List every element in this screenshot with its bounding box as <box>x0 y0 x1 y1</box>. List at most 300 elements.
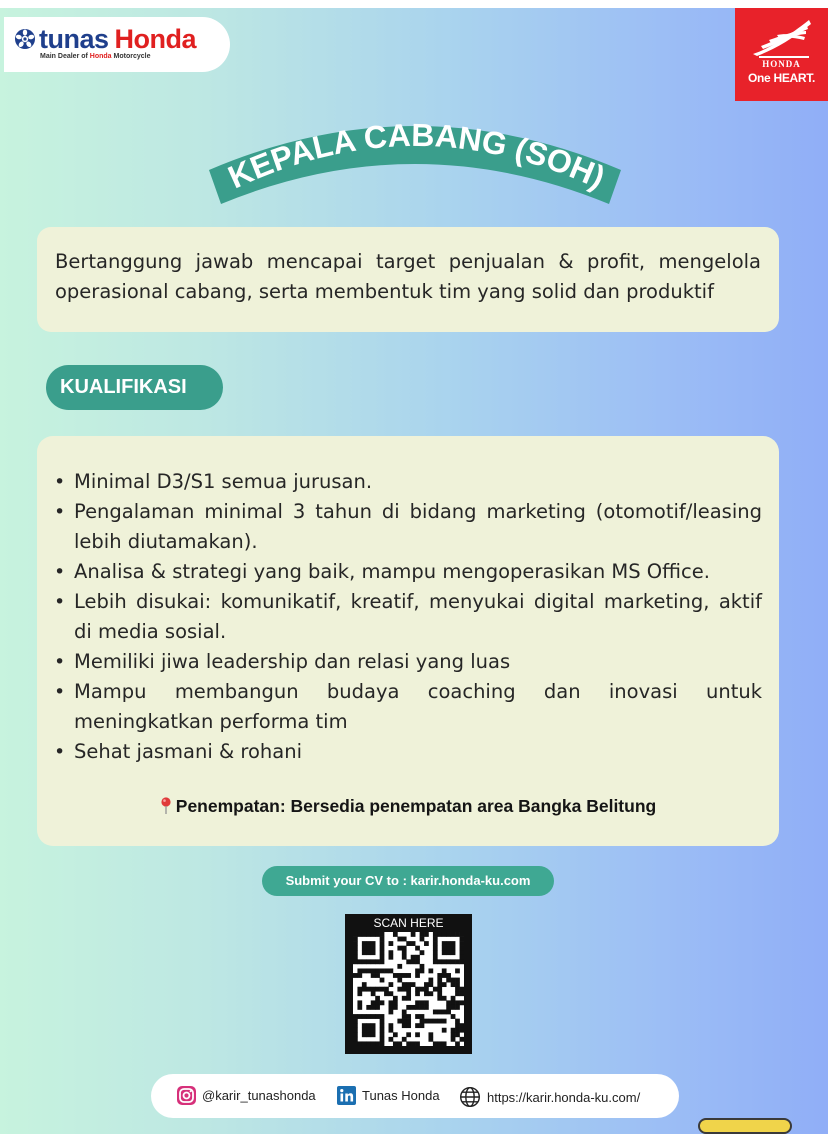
qr-module <box>442 1041 447 1046</box>
qr-module <box>420 964 425 969</box>
qr-module <box>437 1010 442 1015</box>
qr-module <box>451 946 456 951</box>
qr-module <box>446 1000 451 1005</box>
qr-module <box>415 987 420 992</box>
instagram-icon <box>177 1086 196 1105</box>
pin-icon <box>160 797 172 814</box>
qr-module <box>357 968 362 973</box>
qr-module <box>455 1023 460 1028</box>
qr-module <box>451 978 456 983</box>
qr-module <box>451 1000 456 1005</box>
qr-module <box>433 1041 438 1046</box>
qr-module <box>455 982 460 987</box>
honda-wing-icon <box>751 18 812 58</box>
qr-module <box>397 1019 402 1024</box>
qr-module <box>362 1032 367 1037</box>
qr-module <box>402 973 407 978</box>
qr-module <box>366 1041 371 1046</box>
qr-module <box>411 982 416 987</box>
qr-module <box>375 959 380 964</box>
qr-module <box>424 991 429 996</box>
qr-module <box>380 1041 385 1046</box>
qr-module <box>433 959 438 964</box>
qr-module <box>406 1041 411 1046</box>
qr-module <box>371 1023 376 1028</box>
qr-module <box>442 1019 447 1024</box>
qr-module <box>357 1041 362 1046</box>
qr-module <box>380 1032 385 1037</box>
qr-module <box>397 964 402 969</box>
qr-module <box>460 1000 464 1005</box>
qr-module <box>442 959 447 964</box>
qr-module <box>371 973 376 978</box>
qr-module <box>402 937 407 942</box>
qr-module <box>433 1010 438 1015</box>
qr-module <box>375 1014 380 1019</box>
list-item: • Sehat jasmani & rohani <box>73 737 762 767</box>
instagram-link[interactable] <box>177 1086 316 1105</box>
qr-module <box>371 1041 376 1046</box>
qr-module <box>375 1000 380 1005</box>
qr-module <box>357 959 362 964</box>
qr-module <box>402 946 407 951</box>
qr-module <box>389 991 394 996</box>
qr-module <box>380 987 385 992</box>
qr-module <box>451 950 456 955</box>
qr-module <box>460 932 464 937</box>
linkedin-link[interactable] <box>337 1086 440 1105</box>
qr-module <box>397 937 402 942</box>
qr-module <box>420 1000 425 1005</box>
qr-module <box>357 932 362 937</box>
qr-module <box>460 1037 464 1042</box>
qr-module <box>451 1037 456 1042</box>
qr-module <box>455 1032 460 1037</box>
qr-module <box>380 959 385 964</box>
qr-module <box>460 946 464 951</box>
qr-module <box>366 968 371 973</box>
qr-module <box>451 982 456 987</box>
qr-module <box>460 955 464 960</box>
page-title: KEPALA CABANG (SOH) <box>222 116 611 196</box>
qr-module <box>380 1014 385 1019</box>
qr-module <box>366 959 371 964</box>
wheel-logo-icon <box>14 28 36 50</box>
qr-module <box>366 950 371 955</box>
qr-module <box>428 968 433 973</box>
linkedin-icon <box>337 1086 356 1105</box>
bullet-icon: • <box>54 741 66 763</box>
top-strip <box>0 0 828 8</box>
qr-module <box>371 941 376 946</box>
qr-module <box>415 946 420 951</box>
qr-module <box>402 1014 407 1019</box>
website-link[interactable] <box>459 1086 640 1108</box>
qr-module <box>362 982 367 987</box>
qr-module <box>389 950 394 955</box>
qr-module <box>455 1019 460 1024</box>
qr-module <box>393 1005 398 1010</box>
qr-module <box>357 1014 362 1019</box>
qr-module <box>455 987 460 992</box>
qr-code-icon <box>353 932 464 1046</box>
qr-module <box>415 955 420 960</box>
qr-module <box>389 1023 394 1028</box>
qr-module <box>397 987 402 992</box>
qr-module <box>366 941 371 946</box>
logo-tagline: Main Dealer of Honda Motorcycle <box>40 53 151 60</box>
linkedin-name: Tunas Honda <box>362 1088 440 1103</box>
list-item: • Memiliki jiwa leadership dan relasi yang luas <box>73 647 762 677</box>
qr-module <box>366 1023 371 1028</box>
qr-module <box>402 950 407 955</box>
qr-module <box>455 932 460 937</box>
qr-module <box>442 946 447 951</box>
qr-module <box>442 1028 447 1033</box>
qr-module <box>393 1041 398 1046</box>
list-item: • Analisa & strategi yang baik, mampu mengoperasikan MS Office. <box>73 557 762 587</box>
qr-module <box>406 1005 411 1010</box>
qr-module <box>406 982 411 987</box>
qr-module <box>446 973 451 978</box>
qr-module <box>362 1023 367 1028</box>
qr-module <box>380 941 385 946</box>
qr-module <box>446 941 451 946</box>
qr-module <box>455 978 460 983</box>
qr-module <box>424 987 429 992</box>
qr-module <box>353 1023 358 1028</box>
qr-module <box>442 982 447 987</box>
qr-module <box>420 1005 425 1010</box>
qr-module <box>353 973 358 978</box>
qr-module <box>371 968 376 973</box>
logo-honda-text: Honda <box>114 23 197 54</box>
qr-module <box>428 1019 433 1024</box>
qr-module <box>446 978 451 983</box>
placement-note <box>37 796 779 817</box>
qr-module <box>362 968 367 973</box>
qr-module <box>437 991 442 996</box>
qr-module <box>433 950 438 955</box>
qr-module <box>411 941 416 946</box>
qr-module <box>437 973 442 978</box>
qr-module <box>428 982 433 987</box>
qr-module <box>446 932 451 937</box>
qr-module <box>375 932 380 937</box>
qr-module <box>420 1023 425 1028</box>
qr-module <box>371 946 376 951</box>
qr-module <box>424 1000 429 1005</box>
qr-module <box>371 950 376 955</box>
qr-module <box>362 987 367 992</box>
qr-module <box>446 959 451 964</box>
qr-module <box>420 937 425 942</box>
qr-module <box>357 1005 362 1010</box>
qr-module <box>402 982 407 987</box>
qr-module <box>402 996 407 1001</box>
qr-module <box>442 996 447 1001</box>
qr-module <box>411 955 416 960</box>
qr-module <box>353 941 358 946</box>
qr-module <box>380 932 385 937</box>
qualifications-heading: KUALIFIKASI <box>46 365 223 410</box>
qr-module <box>446 946 451 951</box>
qr-module <box>406 1023 411 1028</box>
job-description: Bertanggung jawab mencapai target penjualan & profit, mengelola operasional cabang, serta membentuk tim yang solid dan produktif <box>55 250 761 303</box>
qr-module <box>455 1028 460 1033</box>
qr-module <box>415 1032 420 1037</box>
qr-module <box>442 968 447 973</box>
qr-module <box>375 1005 380 1010</box>
website-url: https://karir.honda-ku.com/ <box>487 1089 641 1105</box>
qr-module <box>371 1032 376 1037</box>
qr-module <box>437 1019 442 1024</box>
qr-module <box>389 955 394 960</box>
globe-icon <box>459 1086 481 1108</box>
job-title-banner <box>205 112 625 212</box>
qr-module <box>397 946 402 951</box>
qr-module <box>406 1014 411 1019</box>
qr-module <box>415 1014 420 1019</box>
qr-module <box>415 1000 420 1005</box>
list-item: • Lebih disukai: komunikatif, kreatif, menyukai digital marketing, aktif di media sosial. <box>73 587 762 647</box>
qr-module <box>371 987 376 992</box>
qr-module <box>406 996 411 1001</box>
qr-module <box>420 1014 425 1019</box>
qr-module <box>402 1023 407 1028</box>
qr-module <box>375 968 380 973</box>
qr-module <box>357 1000 362 1005</box>
qr-module <box>353 955 358 960</box>
submit-cv-link[interactable]: Submit your CV to : karir.honda-ku.com <box>262 866 554 896</box>
qr-module <box>433 955 438 960</box>
corner-decoration <box>698 1118 792 1134</box>
qr-module <box>366 987 371 992</box>
qr-module <box>380 1019 385 1024</box>
qr-module <box>366 1032 371 1037</box>
qr-module <box>357 987 362 992</box>
qr-module <box>437 987 442 992</box>
list-item: • Minimal D3/S1 semua jurusan. <box>73 467 762 497</box>
qr-module <box>397 973 402 978</box>
qr-module <box>442 932 447 937</box>
qr-module <box>415 1023 420 1028</box>
qr-module <box>397 1041 402 1046</box>
qr-module <box>415 968 420 973</box>
qr-module <box>460 959 464 964</box>
qr-module <box>380 955 385 960</box>
qr-module <box>460 950 464 955</box>
qr-module <box>389 968 394 973</box>
qr-module <box>451 959 456 964</box>
qr-module <box>406 941 411 946</box>
qr-code[interactable] <box>345 914 472 1054</box>
qr-module <box>353 937 358 942</box>
qr-module <box>451 1028 456 1033</box>
qr-module <box>384 991 389 996</box>
qr-module <box>451 1032 456 1037</box>
qr-module <box>437 978 442 983</box>
qr-module <box>380 950 385 955</box>
qr-module <box>389 1028 394 1033</box>
bullet-icon: • <box>54 681 66 703</box>
qr-module <box>451 932 456 937</box>
qr-module <box>384 987 389 992</box>
placement-text: Penempatan: Bersedia penempatan area Bangka Belitung <box>175 796 657 816</box>
qr-module <box>433 1019 438 1024</box>
qr-module <box>451 1014 456 1019</box>
qr-module <box>353 1019 358 1024</box>
qr-module <box>460 941 464 946</box>
qr-module <box>446 1010 451 1015</box>
qr-module <box>380 1028 385 1033</box>
qr-module <box>406 987 411 992</box>
qr-module <box>366 946 371 951</box>
qr-module <box>442 1010 447 1015</box>
qr-module <box>371 1028 376 1033</box>
qr-module <box>437 932 442 937</box>
qr-module <box>384 968 389 973</box>
qr-module <box>455 959 460 964</box>
qr-module <box>428 991 433 996</box>
qr-module <box>420 932 425 937</box>
qr-module <box>455 1000 460 1005</box>
qr-module <box>393 1000 398 1005</box>
qr-module <box>437 982 442 987</box>
qr-module <box>406 973 411 978</box>
qr-module <box>353 1028 358 1033</box>
qr-module <box>455 968 460 973</box>
qr-module <box>433 932 438 937</box>
qr-module <box>433 987 438 992</box>
qr-module <box>353 950 358 955</box>
qr-module <box>402 1037 407 1042</box>
qr-module <box>415 973 420 978</box>
qr-module <box>366 932 371 937</box>
qr-module <box>362 950 367 955</box>
qr-module <box>460 937 464 942</box>
qr-module <box>460 1023 464 1028</box>
qr-module <box>451 1005 456 1010</box>
qr-module <box>415 991 420 996</box>
qr-module <box>424 1019 429 1024</box>
qr-module <box>415 1005 420 1010</box>
qr-module <box>420 950 425 955</box>
bullet-icon: • <box>54 651 66 673</box>
instagram-handle: @karir_tunashonda <box>202 1088 316 1103</box>
qr-module <box>402 987 407 992</box>
qr-module <box>402 1010 407 1015</box>
qr-module <box>371 1000 376 1005</box>
qr-module <box>424 982 429 987</box>
qr-module <box>433 941 438 946</box>
qr-module <box>455 1005 460 1010</box>
qr-module <box>460 1028 464 1033</box>
qr-module <box>393 973 398 978</box>
qr-module <box>424 941 429 946</box>
qr-module <box>455 991 460 996</box>
qr-module <box>428 1032 433 1037</box>
qr-module <box>375 973 380 978</box>
qr-module <box>380 946 385 951</box>
honda-wordmark: HONDA <box>762 59 801 69</box>
qr-module <box>389 1010 394 1015</box>
qualifications-list <box>54 467 762 767</box>
bullet-icon: • <box>54 591 66 613</box>
qr-module <box>371 991 376 996</box>
qr-module <box>433 937 438 942</box>
qr-module <box>428 978 433 983</box>
qr-module <box>353 1032 358 1037</box>
one-heart-tagline: One HEART. <box>747 71 815 85</box>
qr-label: SCAN HERE <box>373 916 444 930</box>
qr-module <box>366 1014 371 1019</box>
qr-module <box>446 950 451 955</box>
qr-module <box>371 1005 376 1010</box>
qr-module <box>433 946 438 951</box>
qr-module <box>420 987 425 992</box>
qr-module <box>420 968 425 973</box>
qr-module <box>406 1032 411 1037</box>
qr-module <box>375 1041 380 1046</box>
qr-module <box>411 1041 416 1046</box>
qr-module <box>362 941 367 946</box>
qr-module <box>366 1028 371 1033</box>
qr-module <box>362 1014 367 1019</box>
qr-module <box>380 1000 385 1005</box>
qr-module <box>393 1032 398 1037</box>
bullet-icon: • <box>54 501 66 523</box>
qr-module <box>380 978 385 983</box>
qr-module <box>353 1037 358 1042</box>
qr-module <box>375 996 380 1001</box>
qr-module <box>411 932 416 937</box>
qr-module <box>446 1005 451 1010</box>
qr-module <box>380 937 385 942</box>
qr-module <box>389 982 394 987</box>
honda-one-heart-badge <box>735 8 828 101</box>
qr-module <box>371 1014 376 1019</box>
qr-module <box>420 1019 425 1024</box>
qr-module <box>362 1041 367 1046</box>
qr-module <box>353 1014 358 1019</box>
qr-module <box>353 932 358 937</box>
qr-module <box>437 996 442 1001</box>
qr-module <box>380 968 385 973</box>
qr-module <box>451 996 456 1001</box>
qr-module <box>366 1005 371 1010</box>
logo-tunas-text: tunas <box>39 23 109 54</box>
qr-module <box>353 1041 358 1046</box>
qr-module <box>362 1028 367 1033</box>
qr-module <box>402 955 407 960</box>
qr-module <box>411 959 416 964</box>
qr-module <box>415 1041 420 1046</box>
qr-module <box>389 1005 394 1010</box>
qr-module <box>375 987 380 992</box>
qr-module <box>455 1041 460 1046</box>
qr-module <box>428 1037 433 1042</box>
qr-module <box>362 946 367 951</box>
qr-module <box>357 973 362 978</box>
qr-module <box>389 1000 394 1005</box>
qr-module <box>406 1019 411 1024</box>
qr-module <box>437 959 442 964</box>
qr-module <box>380 1023 385 1028</box>
qr-module <box>451 941 456 946</box>
bullet-icon: • <box>54 471 66 493</box>
qr-module <box>362 959 367 964</box>
